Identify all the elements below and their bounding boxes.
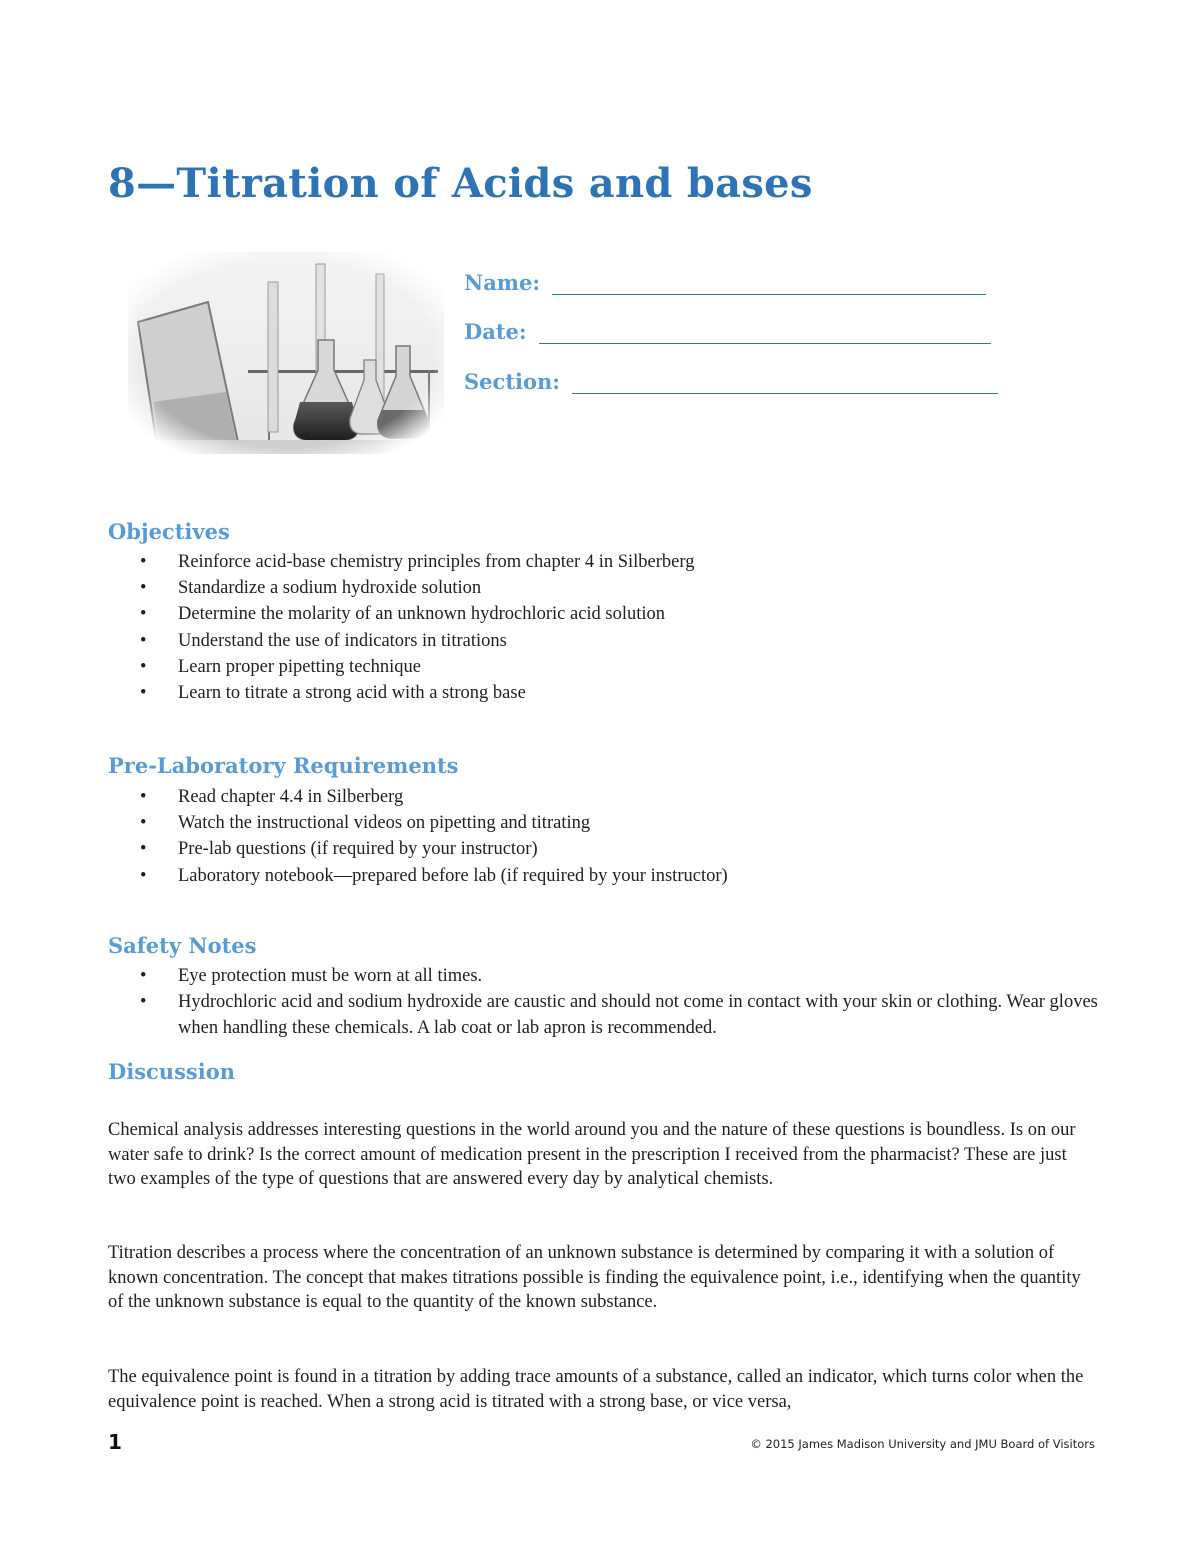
list-item: • Eye protection must be worn at all times. bbox=[140, 963, 1100, 989]
bullet-icon: • bbox=[140, 578, 147, 599]
list-item: • Watch the instructional videos on pipetting and titrating bbox=[140, 810, 1100, 836]
bullet-icon: • bbox=[140, 656, 147, 677]
list-item: • Understand the use of indicators in titrations bbox=[140, 628, 1100, 654]
name-field[interactable] bbox=[464, 270, 986, 295]
bullet-icon: • bbox=[140, 865, 147, 886]
list-item: • Standardize a sodium hydroxide solution bbox=[140, 575, 1100, 601]
name-label: Name: bbox=[464, 270, 541, 295]
list-item: • Learn proper pipetting technique bbox=[140, 654, 1100, 680]
bullet-icon: • bbox=[140, 813, 147, 834]
page-title: 8—Titration of Acids and bases bbox=[108, 160, 813, 207]
list-item: • Determine the molarity of an unknown hydrochloric acid solution bbox=[140, 601, 1100, 627]
date-label: Date: bbox=[464, 319, 527, 344]
list-item: • Pre-lab questions (if required by your instructor) bbox=[140, 836, 1100, 862]
prelab-heading: Pre-Laboratory Requirements bbox=[108, 753, 459, 778]
safety-list bbox=[140, 963, 1100, 1042]
discussion-heading: Discussion bbox=[108, 1059, 235, 1084]
section-line[interactable] bbox=[572, 371, 998, 394]
bullet-icon: • bbox=[140, 552, 147, 572]
discussion-paragraph: Chemical analysis addresses interesting questions in the world around you and the nature of these questions is boundless. Is on our water safe to drink? Is the correct amount of medication present in the prescription I received from the pharmacist? These are just two examples of the type of questions that are answered every day by analytical chemists. bbox=[108, 1120, 1076, 1190]
safety-heading: Safety Notes bbox=[108, 933, 257, 958]
name-line[interactable] bbox=[552, 272, 986, 295]
lab-glassware-image bbox=[128, 252, 444, 454]
prelab-list bbox=[140, 784, 1100, 889]
bullet-icon: • bbox=[140, 992, 147, 1013]
bullet-icon: • bbox=[140, 787, 147, 807]
list-item: • Laboratory notebook—prepared before lab (if required by your instructor) bbox=[140, 863, 1100, 889]
date-line[interactable] bbox=[539, 321, 991, 344]
bullet-icon: • bbox=[140, 604, 147, 625]
objectives-list bbox=[140, 549, 1100, 706]
section-field[interactable] bbox=[464, 369, 998, 394]
discussion-paragraph: The equivalence point is found in a titration by adding trace amounts of a substance, called an indicator, which turns color when the equivalence point is reached. When a strong acid is titrated with a strong base, or vice versa, bbox=[108, 1367, 1084, 1412]
list-item: • Read chapter 4.4 in Silberberg bbox=[140, 784, 1100, 810]
bullet-icon: • bbox=[140, 683, 147, 704]
section-label: Section: bbox=[464, 369, 561, 394]
page-number: 1 bbox=[108, 1430, 122, 1454]
objectives-heading: Objectives bbox=[108, 519, 230, 544]
date-field[interactable] bbox=[464, 319, 991, 344]
list-item: • Hydrochloric acid and sodium hydroxide are caustic and should not come in contact with your skin or clothing. Wear gloves when handling these chemicals. A lab coat or lab apron is recommended. bbox=[140, 989, 1100, 1041]
bullet-icon: • bbox=[140, 630, 147, 651]
list-item: • Learn to titrate a strong acid with a strong base bbox=[140, 680, 1100, 706]
bullet-icon: • bbox=[140, 839, 147, 860]
bullet-icon: • bbox=[140, 966, 147, 986]
discussion-paragraph: Titration describes a process where the concentration of an unknown substance is determined by comparing it with a solution of known concentration. The concept that makes titrations possible is finding the equivalence point, i.e., identifying when the quantity of the unknown substance is equal to the quantity of the known substance. bbox=[108, 1243, 1081, 1313]
list-item: • Reinforce acid-base chemistry principles from chapter 4 in Silberberg bbox=[140, 549, 1100, 575]
copyright-notice: © 2015 James Madison University and JMU Board of Visitors bbox=[750, 1437, 1095, 1451]
